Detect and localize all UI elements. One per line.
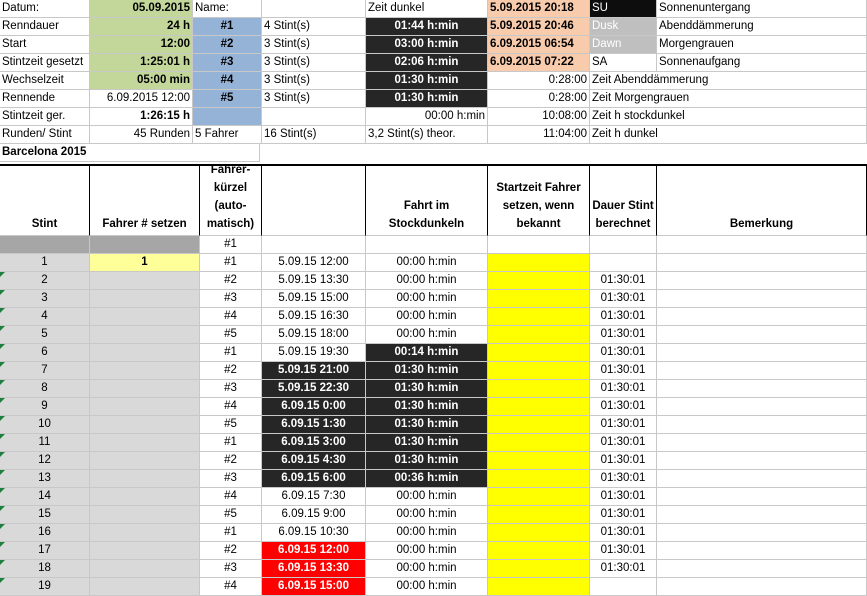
- kuerzel-value: #4: [200, 308, 262, 326]
- startzeit-input[interactable]: [488, 434, 590, 452]
- stint-start-time: 5.09.15 16:30: [262, 308, 366, 326]
- stint-number: 3: [0, 290, 90, 308]
- dauer-value: 01:30:01: [590, 362, 657, 380]
- fahrt-dunkel-value: 01:30 h:min: [366, 416, 488, 434]
- fahrer-setzen-input[interactable]: [90, 560, 200, 578]
- kuerzel-value: #3: [200, 560, 262, 578]
- info-cell-g[interactable]: Zeit h stockdunkel: [590, 108, 867, 126]
- stint-number: 15: [0, 506, 90, 524]
- stint-number: 6: [0, 344, 90, 362]
- stint-number: 9: [0, 398, 90, 416]
- info-cell-g[interactable]: Dusk: [590, 18, 657, 36]
- info-cell-a[interactable]: Stintzeit ger.: [0, 108, 90, 126]
- info-cell-f[interactable]: 5.09.2015 20:18: [488, 0, 590, 18]
- startzeit-input[interactable]: [488, 362, 590, 380]
- info-cell-d[interactable]: 3 Stint(s): [262, 72, 366, 90]
- dauer-value: 01:30:01: [590, 398, 657, 416]
- dauer-value: 01:30:01: [590, 470, 657, 488]
- bemerkung-input[interactable]: [657, 308, 867, 326]
- startzeit-input[interactable]: [488, 308, 590, 326]
- info-cell-a[interactable]: Wechselzeit: [0, 72, 90, 90]
- info-cell-a[interactable]: Renndauer: [0, 18, 90, 36]
- kuerzel-value: #2: [200, 542, 262, 560]
- kuerzel-value: #1: [200, 344, 262, 362]
- info-cell-b[interactable]: 45 Runden: [90, 126, 193, 144]
- stint-number: 7: [0, 362, 90, 380]
- fahrt-dunkel-value: 00:00 h:min: [366, 290, 488, 308]
- info-cell-d[interactable]: 3 Stint(s): [262, 36, 366, 54]
- info-cell-b[interactable]: 1:25:01 h: [90, 54, 193, 72]
- header-startzeit: Startzeit Fahrer setzen, wenn bekannt: [488, 164, 590, 236]
- dauer-value: 01:30:01: [590, 488, 657, 506]
- info-cell-a[interactable]: Rennende: [0, 90, 90, 108]
- kuerzel-value: #3: [200, 380, 262, 398]
- fahrer-setzen-input[interactable]: [90, 398, 200, 416]
- header-dauer: Dauer Stint berechnet: [590, 164, 657, 236]
- stint-start-time: 6.09.15 13:30: [262, 560, 366, 578]
- fahrt-dunkel-value: 00:00 h:min: [366, 326, 488, 344]
- bemerkung-input[interactable]: [657, 326, 867, 344]
- info-cell-h[interactable]: Morgengrauen: [657, 36, 867, 54]
- startzeit-input[interactable]: [488, 344, 590, 362]
- kuerzel-value: #2: [200, 362, 262, 380]
- kuerzel-value: #2: [200, 272, 262, 290]
- bemerkung-input[interactable]: [657, 380, 867, 398]
- fahrer-setzen-input[interactable]: [90, 470, 200, 488]
- stint-number: 4: [0, 308, 90, 326]
- info-cell-a[interactable]: Start: [0, 36, 90, 54]
- bemerkung-input[interactable]: [657, 578, 867, 596]
- info-cell-e[interactable]: 00:00 h:min: [366, 108, 488, 126]
- stint-number: 14: [0, 488, 90, 506]
- stint-number: 17: [0, 542, 90, 560]
- info-cell-b[interactable]: 12:00: [90, 36, 193, 54]
- fahrt-dunkel-value: 00:14 h:min: [366, 344, 488, 362]
- info-cell-g[interactable]: Dawn: [590, 36, 657, 54]
- info-cell-f[interactable]: 11:04:00: [488, 126, 590, 144]
- dauer-value: 01:30:01: [590, 560, 657, 578]
- empty-cell[interactable]: [262, 236, 366, 254]
- fahrt-dunkel-value: 00:00 h:min: [366, 308, 488, 326]
- info-cell-d[interactable]: 3 Stint(s): [262, 54, 366, 72]
- info-cell-b[interactable]: 05:00 min: [90, 72, 193, 90]
- stint-start-time: 5.09.15 21:00: [262, 362, 366, 380]
- stint-start-time: 6.09.15 12:00: [262, 542, 366, 560]
- header-kuerzel: Fahrer-kürzel (auto-matisch): [200, 164, 262, 236]
- stint-start-time: 5.09.15 15:00: [262, 290, 366, 308]
- bemerkung-input[interactable]: [657, 434, 867, 452]
- stint-number: 1: [0, 254, 90, 272]
- fahrer-setzen-input[interactable]: [90, 542, 200, 560]
- stint-start-time: 6.09.15 7:30: [262, 488, 366, 506]
- bemerkung-input[interactable]: [657, 452, 867, 470]
- fahrt-dunkel-value: 00:00 h:min: [366, 542, 488, 560]
- fahrt-dunkel-value: 00:00 h:min: [366, 506, 488, 524]
- dauer-value: 01:30:01: [590, 506, 657, 524]
- stint-number: 2: [0, 272, 90, 290]
- fahrer-setzen-input[interactable]: [90, 326, 200, 344]
- bemerkung-input[interactable]: [657, 290, 867, 308]
- kuerzel-cell[interactable]: #1: [200, 236, 262, 254]
- bemerkung-input[interactable]: [657, 488, 867, 506]
- stint-start-time: 6.09.15 4:30: [262, 452, 366, 470]
- fahrer-setzen-input[interactable]: [90, 308, 200, 326]
- startzeit-input[interactable]: [488, 254, 590, 272]
- fahrt-dunkel-value: 00:00 h:min: [366, 488, 488, 506]
- info-cell-f[interactable]: 0:28:00: [488, 72, 590, 90]
- fahrt-dunkel-value: 00:36 h:min: [366, 470, 488, 488]
- startzeit-input[interactable]: [488, 488, 590, 506]
- fahrer-setzen-input[interactable]: 1: [90, 254, 200, 272]
- stint-cell[interactable]: [0, 236, 90, 254]
- info-cell-b[interactable]: 1:26:15 h: [90, 108, 193, 126]
- startzeit-input[interactable]: [488, 380, 590, 398]
- empty-cell[interactable]: [657, 236, 867, 254]
- fahrt-dunkel-value: 00:00 h:min: [366, 254, 488, 272]
- fahrer-setzen-input[interactable]: [90, 416, 200, 434]
- kuerzel-value: #3: [200, 290, 262, 308]
- fahrer-setzen-input[interactable]: [90, 452, 200, 470]
- dauer-value: [590, 254, 657, 272]
- stint-number: 10: [0, 416, 90, 434]
- info-cell-g[interactable]: Zeit h dunkel: [590, 126, 867, 144]
- fahrer-setzen-input[interactable]: [90, 524, 200, 542]
- dauer-value: 01:30:01: [590, 416, 657, 434]
- fahrt-dunkel-value: 01:30 h:min: [366, 452, 488, 470]
- header-bemerkung: Bemerkung: [657, 164, 867, 236]
- stint-start-time: 6.09.15 9:00: [262, 506, 366, 524]
- info-cell-a[interactable]: Datum:: [0, 0, 90, 18]
- kuerzel-value: #4: [200, 488, 262, 506]
- startzeit-input[interactable]: [488, 542, 590, 560]
- bemerkung-input[interactable]: [657, 524, 867, 542]
- info-cell-a[interactable]: Runden/ Stint: [0, 126, 90, 144]
- stint-start-time: 6.09.15 10:30: [262, 524, 366, 542]
- info-cell-c[interactable]: #2: [193, 36, 262, 54]
- info-cell-b[interactable]: 6.09.2015 12:00: [90, 90, 193, 108]
- bemerkung-input[interactable]: [657, 470, 867, 488]
- fahrt-dunkel-value: 01:30 h:min: [366, 398, 488, 416]
- bemerkung-input[interactable]: [657, 362, 867, 380]
- fahrer-setzen-input[interactable]: [90, 506, 200, 524]
- header-empty: [262, 164, 366, 236]
- info-cell-e[interactable]: 02:06 h:min: [366, 54, 488, 72]
- fahrer-setzen-input[interactable]: [90, 344, 200, 362]
- header-stint: Stint: [0, 164, 90, 236]
- kuerzel-value: #1: [200, 254, 262, 272]
- kuerzel-value: #5: [200, 506, 262, 524]
- fahrer-setzen-cell[interactable]: [90, 236, 200, 254]
- fahrer-setzen-input[interactable]: [90, 434, 200, 452]
- startzeit-input[interactable]: [488, 560, 590, 578]
- info-cell-f[interactable]: 10:08:00: [488, 108, 590, 126]
- kuerzel-value: #5: [200, 416, 262, 434]
- empty-cell[interactable]: [488, 236, 590, 254]
- kuerzel-value: #3: [200, 470, 262, 488]
- kuerzel-value: #4: [200, 398, 262, 416]
- bemerkung-input[interactable]: [657, 506, 867, 524]
- info-cell-c[interactable]: #1: [193, 18, 262, 36]
- info-cell-d[interactable]: 4 Stint(s): [262, 18, 366, 36]
- startzeit-input[interactable]: [488, 506, 590, 524]
- startzeit-input[interactable]: [488, 524, 590, 542]
- dauer-value: 01:30:01: [590, 524, 657, 542]
- info-cell-e[interactable]: 3,2 Stint(s) theor.: [366, 126, 488, 144]
- stint-number: 16: [0, 524, 90, 542]
- fahrt-dunkel-value: 00:00 h:min: [366, 560, 488, 578]
- fahrt-dunkel-value: 00:00 h:min: [366, 578, 488, 596]
- bemerkung-input[interactable]: [657, 416, 867, 434]
- stint-start-time: 6.09.15 6:00: [262, 470, 366, 488]
- fahrer-setzen-input[interactable]: [90, 578, 200, 596]
- startzeit-input[interactable]: [488, 398, 590, 416]
- section-title: Barcelona 2015: [0, 144, 260, 162]
- dauer-value: 01:30:01: [590, 290, 657, 308]
- startzeit-input[interactable]: [488, 578, 590, 596]
- fahrer-setzen-input[interactable]: [90, 488, 200, 506]
- startzeit-input[interactable]: [488, 452, 590, 470]
- fahrt-dunkel-value: 01:30 h:min: [366, 380, 488, 398]
- empty-cell[interactable]: [590, 236, 657, 254]
- stint-number: 8: [0, 380, 90, 398]
- dauer-value: 01:30:01: [590, 308, 657, 326]
- fahrt-dunkel-value: 01:30 h:min: [366, 362, 488, 380]
- bemerkung-input[interactable]: [657, 542, 867, 560]
- dauer-value: 01:30:01: [590, 434, 657, 452]
- stint-number: 13: [0, 470, 90, 488]
- info-cell-f[interactable]: 0:28:00: [488, 90, 590, 108]
- fahrer-setzen-input[interactable]: [90, 290, 200, 308]
- kuerzel-value: #1: [200, 524, 262, 542]
- info-cell-g[interactable]: SU: [590, 0, 657, 18]
- info-cell-h[interactable]: Sonnenaufgang: [657, 54, 867, 72]
- info-cell-c[interactable]: #4: [193, 72, 262, 90]
- info-cell-g[interactable]: Zeit Morgengrauen: [590, 90, 867, 108]
- stint-start-time: 5.09.15 12:00: [262, 254, 366, 272]
- info-cell-c[interactable]: 5 Fahrer: [193, 126, 262, 144]
- info-cell-d[interactable]: 3 Stint(s): [262, 90, 366, 108]
- startzeit-input[interactable]: [488, 470, 590, 488]
- info-cell-c[interactable]: #3: [193, 54, 262, 72]
- info-cell-g[interactable]: Zeit Abenddämmerung: [590, 72, 867, 90]
- info-cell-b[interactable]: 05.09.2015: [90, 0, 193, 18]
- dauer-value: 01:30:01: [590, 344, 657, 362]
- startzeit-input[interactable]: [488, 272, 590, 290]
- dauer-value: 01:30:01: [590, 272, 657, 290]
- info-cell-h[interactable]: Sonnenuntergang: [657, 0, 867, 18]
- bemerkung-input[interactable]: [657, 398, 867, 416]
- kuerzel-value: #2: [200, 452, 262, 470]
- info-cell-e[interactable]: Zeit dunkel: [366, 0, 488, 18]
- info-cell-b[interactable]: 24 h: [90, 18, 193, 36]
- stint-number: 11: [0, 434, 90, 452]
- dauer-value: [590, 578, 657, 596]
- dauer-value: 01:30:01: [590, 326, 657, 344]
- info-cell-d[interactable]: [262, 108, 366, 126]
- bemerkung-input[interactable]: [657, 344, 867, 362]
- empty-cell[interactable]: [366, 236, 488, 254]
- info-cell-d[interactable]: [262, 0, 366, 18]
- dauer-value: 01:30:01: [590, 542, 657, 560]
- info-cell-a[interactable]: Stintzeit gesetzt: [0, 54, 90, 72]
- header-fahrer_setzen: Fahrer # setzen: [90, 164, 200, 236]
- info-cell-e[interactable]: 01:44 h:min: [366, 18, 488, 36]
- info-cell-g[interactable]: SA: [590, 54, 657, 72]
- bemerkung-input[interactable]: [657, 272, 867, 290]
- stint-start-time: 5.09.15 13:30: [262, 272, 366, 290]
- fahrt-dunkel-value: 01:30 h:min: [366, 434, 488, 452]
- dauer-value: 01:30:01: [590, 380, 657, 398]
- startzeit-input[interactable]: [488, 416, 590, 434]
- startzeit-input[interactable]: [488, 326, 590, 344]
- fahrer-setzen-input[interactable]: [90, 272, 200, 290]
- kuerzel-value: #4: [200, 578, 262, 596]
- bemerkung-input[interactable]: [657, 254, 867, 272]
- info-cell-f[interactable]: 6.09.2015 07:22: [488, 54, 590, 72]
- kuerzel-value: #1: [200, 434, 262, 452]
- stint-number: 12: [0, 452, 90, 470]
- info-cell-h[interactable]: Abenddämmerung: [657, 18, 867, 36]
- info-cell-c[interactable]: [193, 108, 262, 126]
- info-cell-f[interactable]: 5.09.2015 20:46: [488, 18, 590, 36]
- info-cell-c[interactable]: Name:: [193, 0, 262, 18]
- fahrer-setzen-input[interactable]: [90, 362, 200, 380]
- info-cell-e[interactable]: 01:30 h:min: [366, 72, 488, 90]
- stint-number: 19: [0, 578, 90, 596]
- info-cell-e[interactable]: 03:00 h:min: [366, 36, 488, 54]
- stint-start-time: 6.09.15 0:00: [262, 398, 366, 416]
- startzeit-input[interactable]: [488, 290, 590, 308]
- info-cell-d[interactable]: 16 Stint(s): [262, 126, 366, 144]
- stint-start-time: 5.09.15 22:30: [262, 380, 366, 398]
- fahrt-dunkel-value: 00:00 h:min: [366, 272, 488, 290]
- info-cell-c[interactable]: #5: [193, 90, 262, 108]
- dauer-value: 01:30:01: [590, 452, 657, 470]
- stint-start-time: 6.09.15 3:00: [262, 434, 366, 452]
- header-fahrt_dunkel: Fahrt im Stockdunkeln: [366, 164, 488, 236]
- stint-start-time: 5.09.15 18:00: [262, 326, 366, 344]
- stint-start-time: 6.09.15 15:00: [262, 578, 366, 596]
- stint-number: 5: [0, 326, 90, 344]
- stint-number: 18: [0, 560, 90, 578]
- kuerzel-value: #5: [200, 326, 262, 344]
- fahrer-setzen-input[interactable]: [90, 380, 200, 398]
- stint-start-time: 5.09.15 19:30: [262, 344, 366, 362]
- stint-start-time: 6.09.15 1:30: [262, 416, 366, 434]
- info-cell-e[interactable]: 01:30 h:min: [366, 90, 488, 108]
- bemerkung-input[interactable]: [657, 560, 867, 578]
- fahrt-dunkel-value: 00:00 h:min: [366, 524, 488, 542]
- info-cell-f[interactable]: 6.09.2015 06:54: [488, 36, 590, 54]
